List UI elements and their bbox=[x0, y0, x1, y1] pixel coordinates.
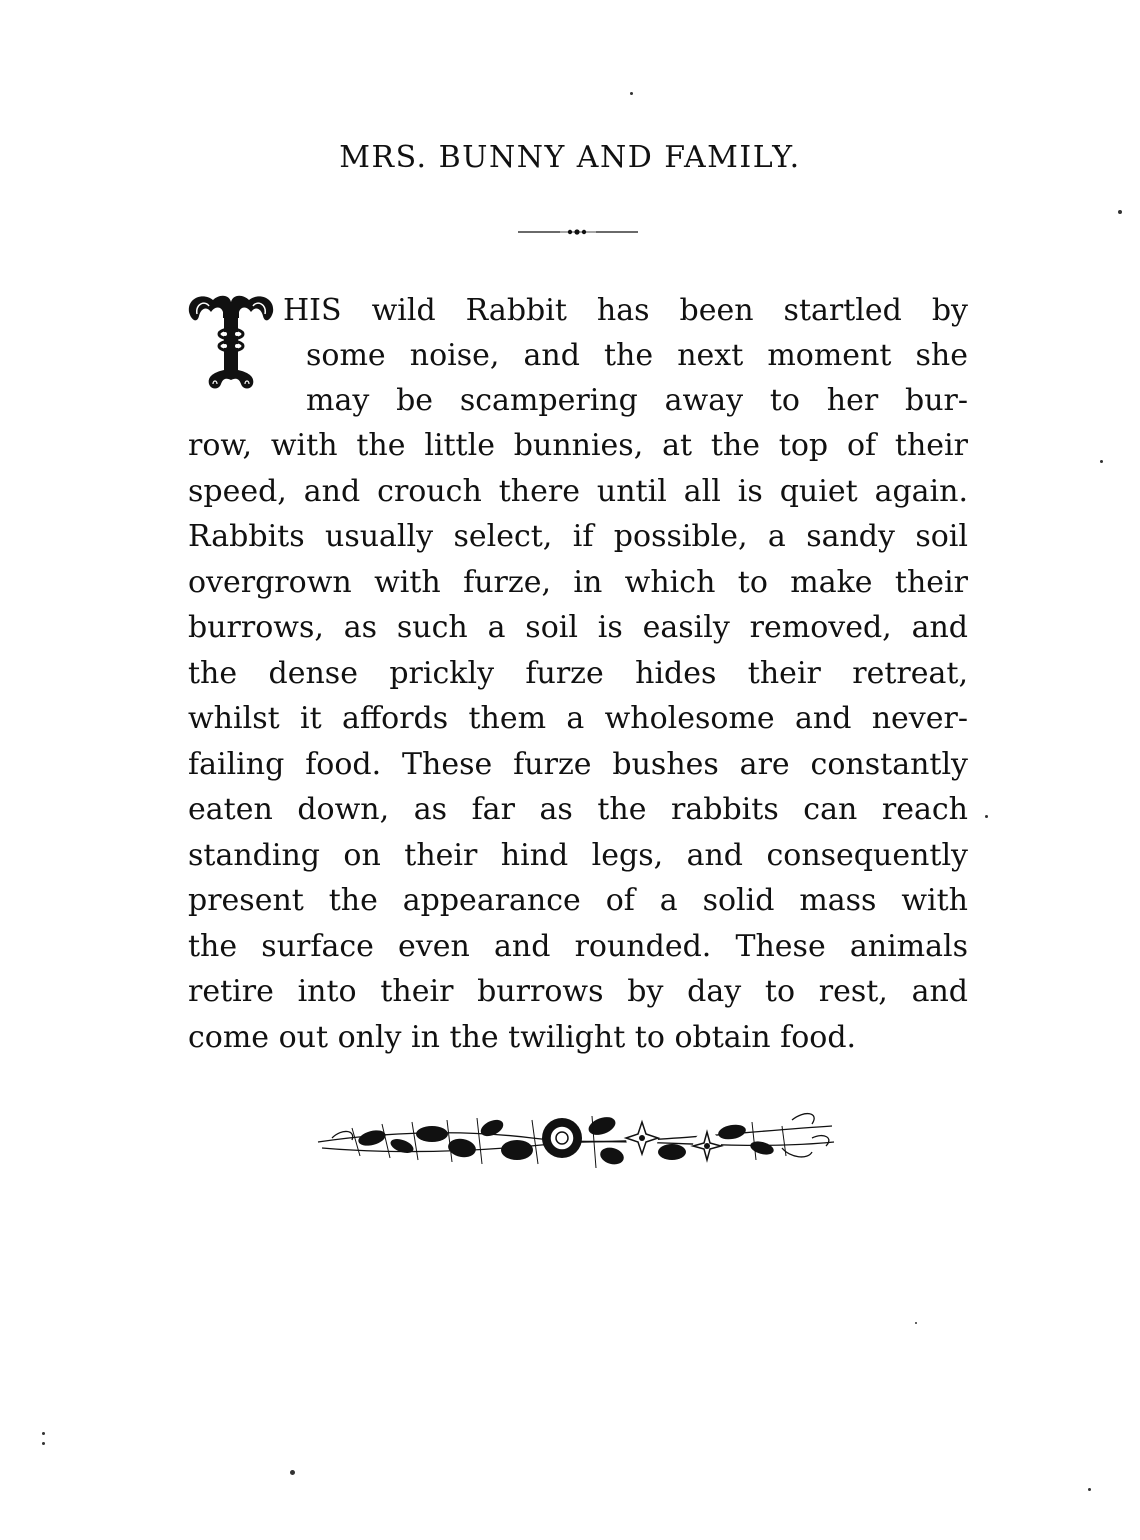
paper-speck bbox=[290, 1470, 295, 1475]
paper-speck bbox=[985, 815, 988, 818]
floral-tailpiece-ornament bbox=[312, 1098, 842, 1182]
text-line-8: burrows, as such a soil is easily removed, and bbox=[188, 610, 968, 645]
drop-cap-letter-t bbox=[185, 290, 277, 394]
text-line-6: Rabbits usually select, if possible, a sandy soil bbox=[188, 519, 968, 554]
text-line-17: come out only in the twilight to obtain food. bbox=[188, 1020, 857, 1055]
text-line-14: present the appearance of a solid mass with bbox=[188, 883, 968, 918]
text-line-9: the dense prickly furze hides their retreat, bbox=[188, 656, 968, 691]
page-title: MRS. BUNNY AND FAMILY. bbox=[339, 140, 801, 175]
text-line-4: row, with the little bunnies, at the top of their bbox=[188, 428, 968, 463]
text-line-15: the surface even and rounded. These animals bbox=[188, 929, 968, 964]
text-line-13: standing on their hind legs, and consequently bbox=[188, 838, 968, 873]
text-line-5: speed, and crouch there until all is quiet again. bbox=[188, 474, 968, 509]
title-ornament-rule bbox=[516, 222, 640, 242]
text-line-16: retire into their burrows by day to rest, and bbox=[188, 974, 968, 1009]
paper-speck bbox=[42, 1432, 45, 1435]
text-line-3: may be scampering away to her bur- bbox=[306, 383, 968, 418]
text-line-10: whilst it affords them a wholesome and never- bbox=[188, 701, 968, 736]
text-line-12: eaten down, as far as the rabbits can reach bbox=[188, 792, 968, 827]
text-line-7: overgrown with furze, in which to make their bbox=[188, 565, 968, 600]
text-line-2: some noise, and the next moment she bbox=[306, 338, 968, 373]
paper-speck bbox=[42, 1442, 45, 1445]
paper-speck bbox=[1100, 460, 1103, 463]
paper-speck bbox=[915, 1322, 917, 1324]
text-line-1: HIS wild Rabbit has been startled by bbox=[283, 293, 968, 328]
paper-speck bbox=[1118, 210, 1122, 214]
paper-speck bbox=[1088, 1488, 1091, 1491]
text-line-11: failing food. These furze bushes are constantly bbox=[188, 747, 968, 782]
paper-speck bbox=[630, 92, 633, 95]
